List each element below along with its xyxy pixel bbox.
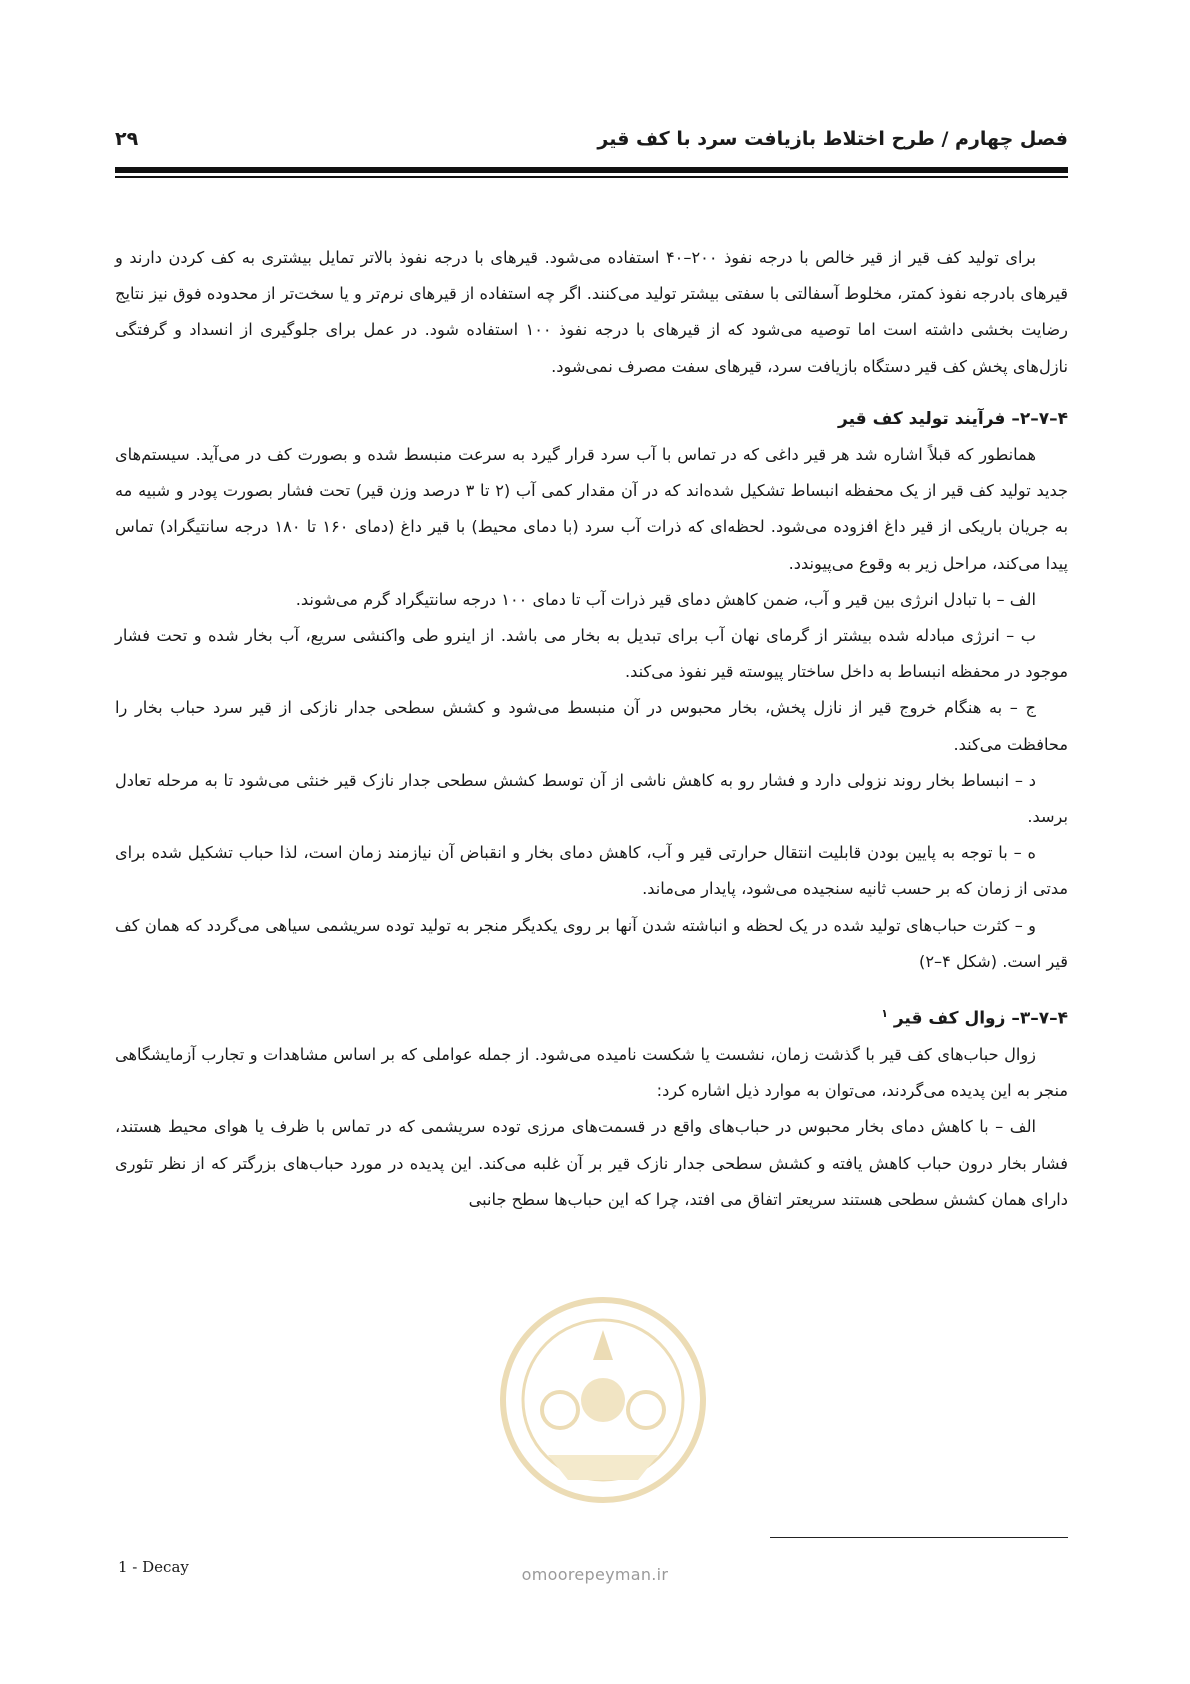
heading-text: ۴–۷–۳– زوال کف قیر bbox=[893, 1008, 1068, 1029]
header-rule-thick bbox=[115, 167, 1068, 173]
list-item-he: ه – با توجه به پایین بودن قابلیت انتقال حرارتی قیر و آب، کاهش دمای بخار و انقباض آن نیازمند زمان است، لذا حباب تشکیل شده برای مدتی از زمان که بر حسب ثانیه سنجیده می‌شود، پایدار می‌ماند. bbox=[115, 843, 1068, 899]
footnote-text: 1 - Decay bbox=[118, 1558, 189, 1576]
list-item-jim: ج – به هنگام خروج قیر از نازل پخش، بخار محبوس در آن منبسط می‌شود و کشش سطحی جدار نازکی از قیر سرد حباب بخار را محافظت می‌کند. bbox=[115, 698, 1068, 754]
watermark-site: omoorepeyman.ir bbox=[521, 1565, 669, 1584]
watermark-seal-icon bbox=[488, 1290, 718, 1510]
footnote-rule bbox=[770, 1537, 1068, 1538]
paragraph-foam-process: همانطور که قبلاً اشاره شد هر قیر داغی که در تماس با آب سرد قرار گیرد به سرعت منبسط شده و بصورت کف در می‌آید. سیستم‌های جدید تولید کف قیر از یک محفظه انبساط تشکیل شده‌اند که در آن مقدار کمی آب (۲ تا ۳ درصد وزن قیر) تحت فشار بصورت پودر و شبیه مه به جریان باریکی از قیر داغ افزوده می‌شود. لحظه‌ای که ذرات آب سرد (با دمای محیط) با قیر داغ (دمای ۱۶۰ تا ۱۸۰ درجه سانتیگراد) تماس پیدا می‌کند، مراحل زیر به وقوع می‌پیوندد. bbox=[115, 445, 1068, 573]
list-item-alef-decay: الف – با کاهش دمای بخار محبوس در حباب‌های واقع در قسمت‌های مرزی توده سریشمی که در تماس با ظرف یا هوای محیط هستند، فشار بخار درون حباب کاهش یافته و کشش سطحی جدار نازک قیر بر آن غلبه می‌کند. این پدیده در مورد حباب‌های بزرگتر که از نظر تئوری دارای همان کشش سطحی هستند سریعتر اتفاق می افتد، چرا که این حباب‌ها سطح جانبی bbox=[115, 1117, 1068, 1209]
document-body bbox=[115, 240, 1068, 1218]
paragraph-decay-intro: زوال حباب‌های کف قیر با گذشت زمان، نشست یا شکست نامیده می‌شود. از جمله عواملی که بر اساس مشاهدات و تجارب آزمایشگاهی منجر به این پدیده می‌گردند، می‌توان به موارد ذیل اشاره کرد: bbox=[115, 1044, 1068, 1101]
chapter-title: فصل چهارم / طرح اختلاط بازیافت سرد با کف قیر bbox=[597, 128, 1068, 150]
header-rule-thin bbox=[115, 176, 1068, 178]
list-item-vav: و – کثرت حباب‌های تولید شده در یک لحظه و انباشته شدن آنها بر روی یکدیگر منجر به تولید توده سریشمی سیاهی می‌گردد که همان کف قیر است. (شکل ۴–۲) bbox=[115, 915, 1068, 971]
section-heading-foam-production: ۴–۷–۲– فرآیند تولید کف قیر bbox=[838, 408, 1068, 429]
list-item-alef: الف – با تبادل انرژی بین قیر و آب، ضمن کاهش دمای قیر ذرات آب تا دمای ۱۰۰ درجه سانتیگراد گرم می‌شوند. bbox=[295, 589, 1036, 609]
page-number: ۲۹ bbox=[115, 128, 139, 150]
paragraph-intro: برای تولید کف قیر از قیر خالص با درجه نفوذ ۲۰۰–۴۰ استفاده می‌شود. قیرهای با درجه نفوذ بالاتر تمایل بیشتری به کف کردن دارند و قیرهای بادرجه نفوذ کمتر، مخلوط آسفالتی با سفتی بیشتر تولید می‌کنند. اگر چه استفاده از قیرهای نرم‌تر و یا سخت‌تر از محدوده فوق نیز نتایج رضایت بخشی داشته است اما توصیه می‌شود که از قیرهای با درجه نفوذ ۱۰۰ استفاده شود. در عمل برای جلوگیری از انسداد و گرفتگی نازل‌های پخش کف قیر دستگاه بازیافت سرد، قیرهای سفت مصرف نمی‌شود. bbox=[115, 248, 1068, 376]
footnote-marker: ۱ bbox=[881, 1007, 888, 1021]
page-header bbox=[115, 128, 1068, 158]
section-heading-foam-decay bbox=[115, 996, 1068, 1037]
list-item-be: ب – انرژی مبادله شده بیشتر از گرمای نهان آب برای تبدیل به بخار می باشد. از اینرو طی واکنشی سریع، آب بخار شده و تحت فشار موجود در محفظه انبساط به داخل ساختار پیوسته قیر نفوذ می‌کند. bbox=[115, 626, 1068, 682]
list-item-dal: د – انبساط بخار روند نزولی دارد و فشار رو به کاهش ناشی از آن توسط کشش سطحی جدار نازک قیر خنثی می‌شود تا به مرحله تعادل برسد. bbox=[115, 770, 1068, 827]
